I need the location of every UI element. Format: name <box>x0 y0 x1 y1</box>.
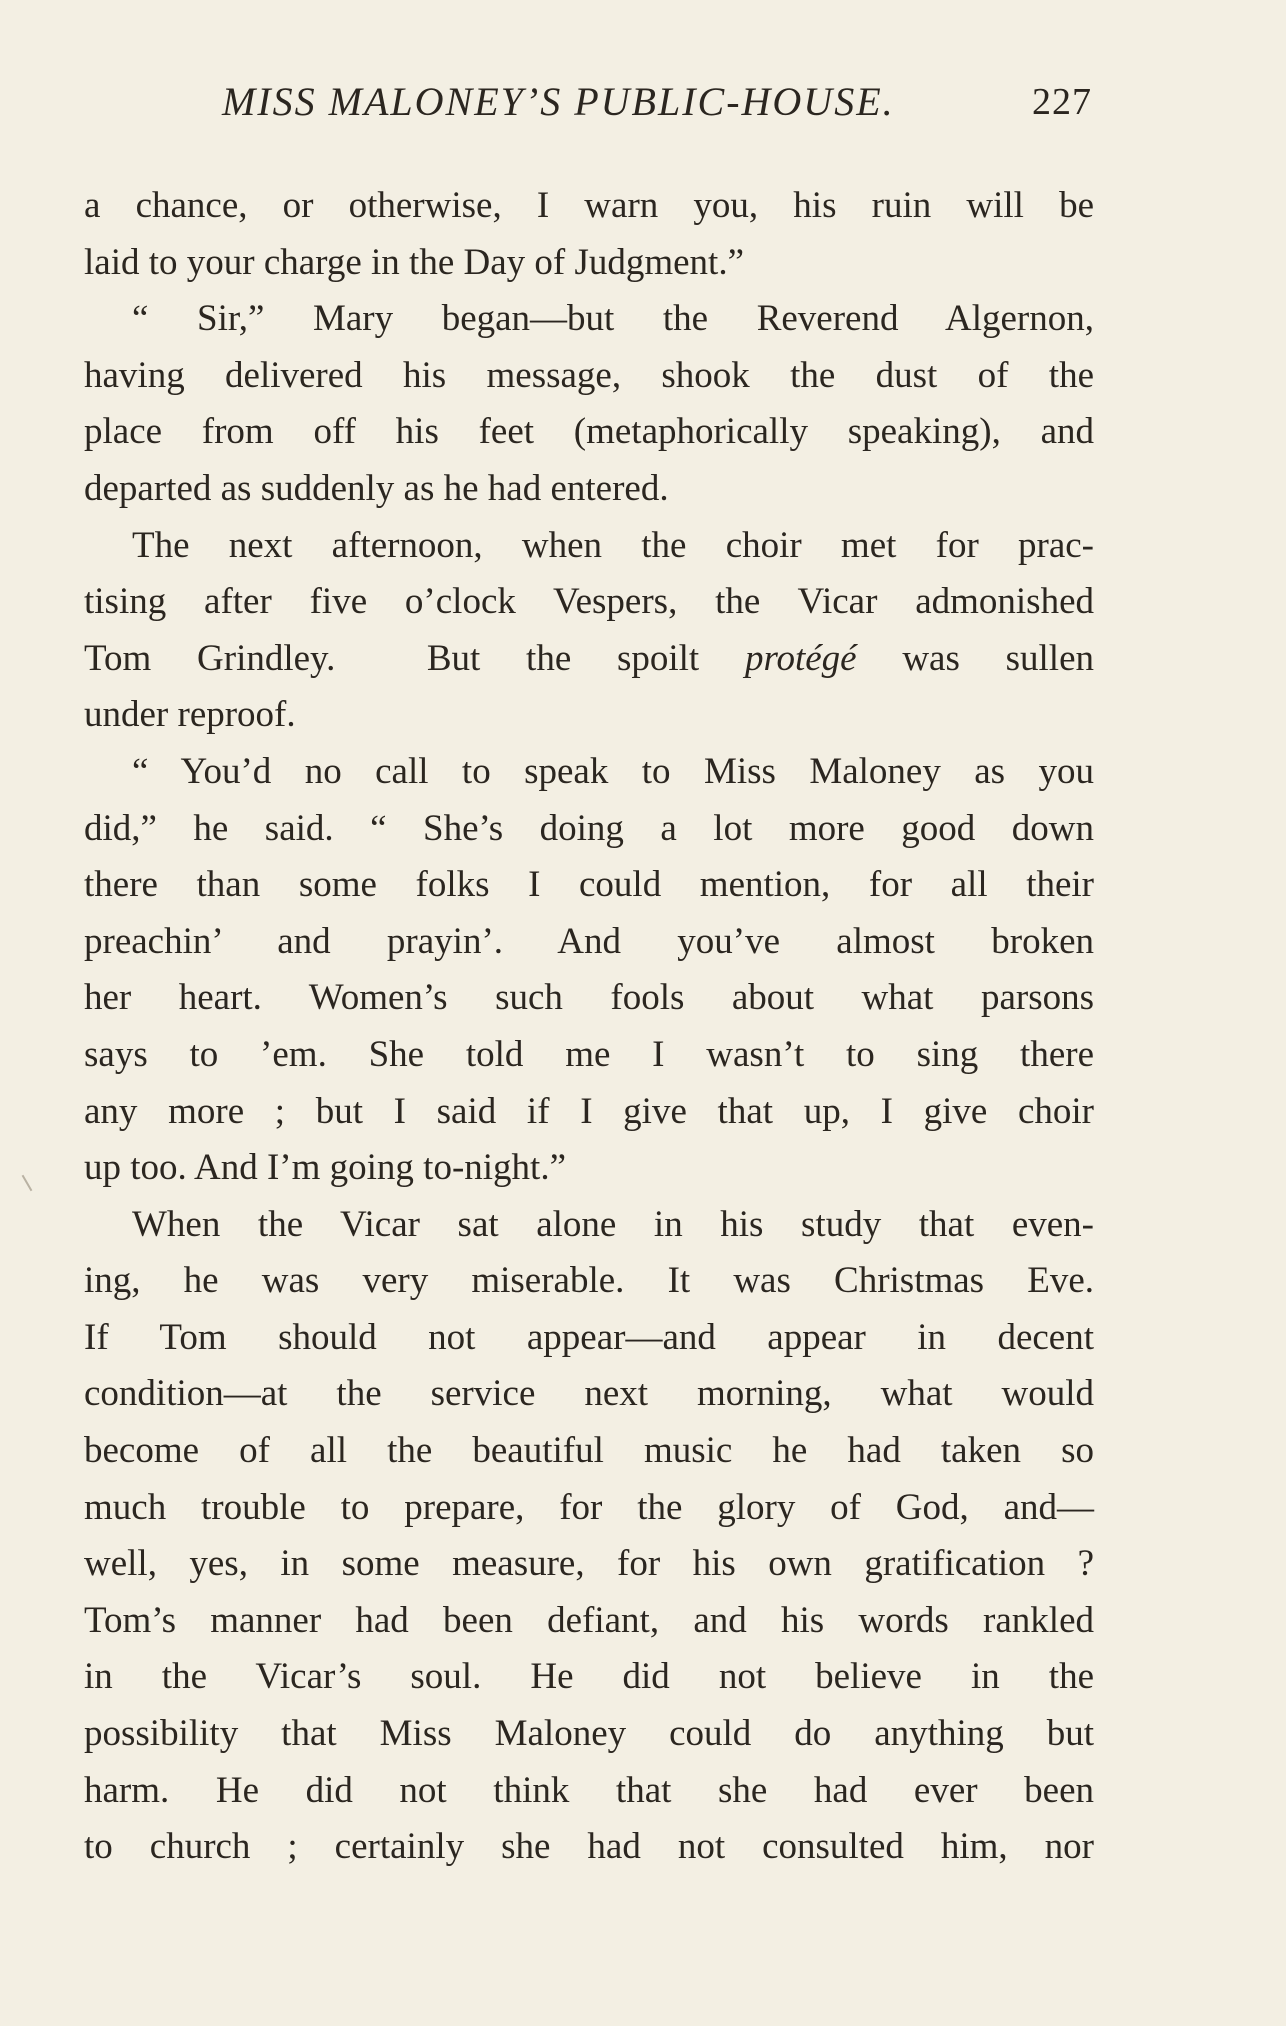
text-line: in the Vicar’s soul. He did not believe in the <box>84 1656 1094 1698</box>
text-line: departed as suddenly as he had entered. <box>84 467 669 509</box>
text-line: When the Vicar sat alone in his study that even- <box>132 1203 1094 1245</box>
text-line: If Tom should not appear—and appear in decent <box>84 1316 1094 1358</box>
text-line: much trouble to prepare, for the glory of God, and— <box>84 1486 1094 1528</box>
margin-mark <box>22 1175 33 1192</box>
text-line: preachin’ and prayin’. And you’ve almost broken <box>84 920 1094 962</box>
text-line: there than some folks I could mention, for all their <box>84 864 1094 906</box>
text-line: condition—at the service next morning, what would <box>84 1373 1094 1415</box>
emphasis-word: protégé <box>744 637 857 679</box>
text-line: a chance, or otherwise, I warn you, his ruin will be <box>84 185 1094 226</box>
text-line: possibility that Miss Maloney could do anything but <box>84 1713 1094 1755</box>
text-line: up too. And I’m going to-night.” <box>84 1147 566 1189</box>
text-line: did,” he said. “ She’s doing a lot more good down <box>84 807 1094 849</box>
text-line: under reproof. <box>84 694 296 736</box>
text-line: tising after five o’clock Vespers, the Vicar admonished <box>84 581 1094 623</box>
text-line: to church ; certainly she had not consulted him, nor <box>84 1826 1094 1868</box>
text-line: become of all the beautiful music he had taken so <box>84 1430 1094 1472</box>
text-line: place from off his feet (metaphorically speaking), and <box>84 411 1094 453</box>
text-line: Tom’s manner had been defiant, and his words rankled <box>84 1599 1094 1641</box>
text-line: any more ; but I said if I give that up, I give choir <box>84 1090 1094 1132</box>
text-line: “ You’d no call to speak to Miss Maloney as you <box>132 750 1094 792</box>
running-head <box>222 78 1092 128</box>
body-text <box>84 178 1094 1876</box>
text-line: The next afternoon, when the choir met for prac- <box>132 524 1094 566</box>
text-line: harm. He did not think that she had ever been <box>84 1769 1094 1811</box>
text-line: her heart. Women’s such fools about what parsons <box>84 977 1094 1019</box>
page-number: 227 <box>1032 81 1092 123</box>
text-line: well, yes, in some measure, for his own gratification ? <box>84 1543 1094 1585</box>
text-line: ing, he was very miserable. It was Christmas Eve. <box>84 1260 1094 1302</box>
text-line: Tom Grindley. But the spoilt protégé was sullen <box>84 637 1094 679</box>
text-line: having delivered his message, shook the dust of the <box>84 354 1094 396</box>
chapter-title: MISS MALONEY’S PUBLIC-HOUSE. <box>222 79 895 124</box>
text-line: laid to your charge in the Day of Judgment.” <box>84 241 745 283</box>
text-line: “ Sir,” Mary began—but the Reverend Algernon, <box>132 298 1094 340</box>
text-line: says to ’em. She told me I wasn’t to sing there <box>84 1033 1094 1075</box>
